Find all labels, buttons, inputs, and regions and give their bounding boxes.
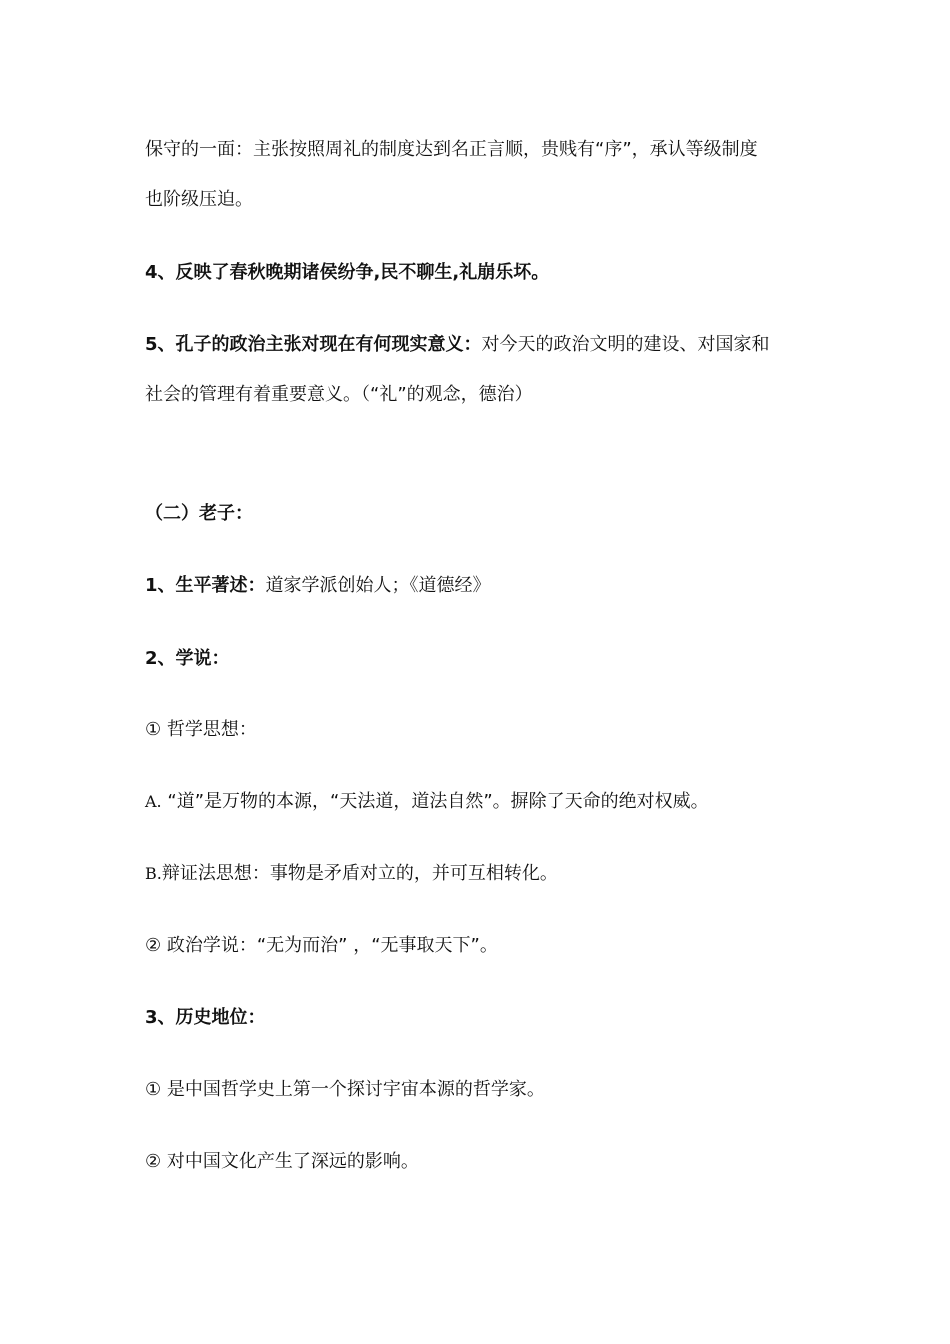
status-item-1: [145, 1078, 545, 1102]
point-1-text: 道家学派创始人；《道德经》: [265, 575, 491, 596]
item-a-text: “道”是万物的本源，“天法道，道法自然”。摒除了天命的绝对权威。: [167, 791, 709, 812]
point-5-text-continued: 社会的管理有着重要意义。（“礼”的观念，德治）: [145, 384, 533, 405]
confucius-conservative-continued: [145, 188, 253, 212]
status-1-text: ① 是中国哲学史上第一个探讨宇宙本源的哲学家。: [145, 1079, 545, 1100]
confucius-conservative-line: [145, 138, 758, 162]
point-1-label: 1、生平著述：: [145, 575, 266, 596]
item-a-marker: A.: [145, 792, 162, 811]
status-item-2: [145, 1150, 419, 1174]
item-b-marker: B.: [145, 864, 162, 883]
confucius-point-5: [145, 333, 770, 357]
laozi-heading-text: （二）老子：: [145, 503, 253, 524]
laozi-point-2: [145, 647, 230, 671]
laozi-point-3: [145, 1006, 266, 1030]
point-5-text: 对今天的政治文明的建设、对国家和: [481, 334, 770, 355]
confucius-point-4: [145, 261, 549, 285]
politics-line: [145, 934, 498, 958]
philosophy-item-b: [145, 862, 558, 886]
philosophy-heading: [145, 718, 257, 742]
point-5-label: 5、孔子的政治主张对现在有何现实意义：: [145, 334, 482, 355]
laozi-heading: [145, 502, 253, 526]
conservative-text-continued: 也阶级压迫。: [145, 189, 253, 210]
philosophy-label: ① 哲学思想：: [145, 719, 257, 740]
point-2-label: 2、学说：: [145, 648, 230, 669]
point-3-label: 3、历史地位：: [145, 1007, 266, 1028]
item-b-text: 辩证法思想：事物是矛盾对立的，并可互相转化。: [161, 863, 558, 884]
laozi-point-1: [145, 574, 491, 598]
politics-text: ② 政治学说：“无为而治” ，“无事取天下”。: [145, 935, 498, 956]
philosophy-item-a: [145, 790, 709, 814]
conservative-text: 保守的一面：主张按照周礼的制度达到名正言顺，贵贱有“序”，承认等级制度: [145, 139, 758, 160]
point-4-text: 4、反映了春秋晚期诸侯纷争,民不聊生,礼崩乐坏。: [145, 262, 550, 283]
status-2-text: ② 对中国文化产生了深远的影响。: [145, 1151, 419, 1172]
confucius-point-5-continued: [145, 383, 533, 407]
